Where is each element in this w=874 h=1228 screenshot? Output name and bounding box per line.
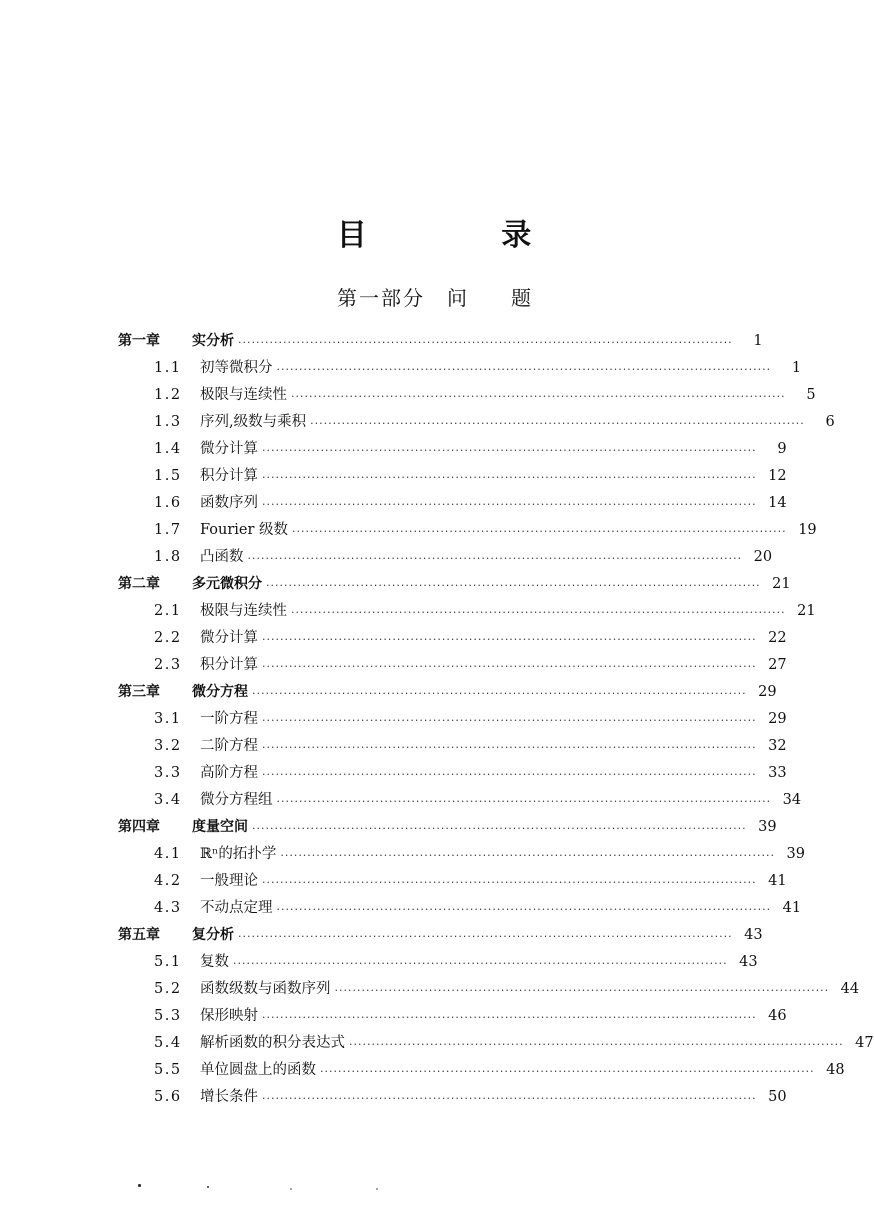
toc-section-row — [118, 972, 860, 999]
toc-entry-title: 函数序列 — [200, 495, 258, 511]
toc-section-row — [118, 405, 835, 432]
toc-entry-number: 4.3 — [154, 900, 182, 916]
dot-leader: ·············································································································· — [320, 1065, 815, 1078]
toc-entry-number: 1.7 — [154, 522, 182, 538]
toc-section-row — [118, 702, 787, 729]
toc-page-number: 43 — [744, 927, 763, 943]
dot-leader: ·············································································································· — [291, 606, 786, 619]
toc-chapter-row — [118, 918, 763, 945]
toc-section-row — [118, 864, 787, 891]
toc-page-number: 21 — [797, 603, 816, 619]
toc-entry-number: 1.2 — [154, 387, 182, 403]
page-title: 目 录 — [336, 218, 594, 253]
toc-page-number: 20 — [753, 549, 773, 565]
toc-page-number: 47 — [855, 1035, 874, 1051]
scan-specks — [0, 1182, 868, 1194]
toc-page-number: 21 — [772, 576, 791, 592]
toc-chapter-row — [118, 324, 763, 351]
part-title — [0, 282, 868, 311]
toc-page-number: 5 — [806, 387, 816, 403]
part-title-word-2: 题 — [511, 286, 531, 310]
toc-entry-title: 微分方程 — [192, 684, 248, 700]
dot-leader: ·············································································································· — [262, 660, 757, 673]
dot-leader: ·············································································································· — [266, 579, 761, 592]
toc-entry-number: 1.6 — [154, 495, 182, 511]
dot-leader: ·············································································································· — [310, 417, 805, 430]
dot-leader: ·············································································································· — [276, 795, 772, 808]
dot-leader: ·············································································································· — [262, 471, 757, 484]
toc-page-number: 1 — [753, 333, 763, 349]
dot-leader: ·············································································································· — [252, 687, 747, 700]
toc-entry-number: 2.1 — [154, 603, 182, 619]
toc-section-row — [118, 513, 817, 540]
toc-entry-title: 初等微积分 — [200, 360, 273, 376]
toc-page-number: 22 — [768, 630, 787, 646]
toc-entry-number: 1.4 — [154, 441, 182, 457]
dot-leader: ·············································································································· — [262, 633, 757, 646]
toc-section-row — [118, 621, 787, 648]
toc-entry-number: 1.3 — [154, 414, 182, 430]
toc-page-number: 27 — [768, 657, 787, 673]
dot-leader: ·············································································································· — [334, 984, 830, 997]
toc-section-row — [118, 756, 787, 783]
toc-page-number: 48 — [826, 1062, 845, 1078]
dot-leader: ·············································································································· — [291, 390, 786, 403]
toc-entry-number: 第五章 — [118, 927, 160, 943]
toc-section-row — [118, 648, 787, 675]
toc-entry-title: 实分析 — [192, 333, 234, 349]
toc-entry-number: 第二章 — [118, 576, 160, 592]
toc-page-number: 39 — [758, 819, 777, 835]
toc-entry-title: 微分计算 — [200, 630, 258, 646]
toc-entry-number: 3.2 — [154, 738, 182, 754]
toc-section-row — [118, 783, 802, 810]
dot-leader: ·············································································································· — [247, 552, 743, 565]
toc-entry-title: 凸函数 — [200, 549, 244, 565]
toc-entry-number: 4.1 — [154, 846, 182, 862]
toc-entry-title: 单位圆盘上的函数 — [200, 1062, 316, 1078]
toc-entry-number: 5.2 — [154, 981, 182, 997]
toc-entry-title: ℝⁿ的拓扑学 — [200, 846, 277, 862]
toc-section-row — [118, 351, 802, 378]
dot-leader: ·············································································································· — [262, 1011, 757, 1024]
toc-page-number: 43 — [739, 954, 758, 970]
toc-page-number: 9 — [777, 441, 787, 457]
toc-entry-number: 3.4 — [154, 792, 182, 808]
toc-entry-number: 3.1 — [154, 711, 182, 727]
toc-entry-title: 复分析 — [192, 927, 234, 943]
toc-entry-number: 3.3 — [154, 765, 182, 781]
toc-entry-number: 5.4 — [154, 1035, 182, 1051]
part-title-word-1: 问 — [447, 286, 467, 310]
toc-page-number: 44 — [840, 981, 860, 997]
toc-section-row — [118, 1026, 874, 1053]
toc-page-number: 41 — [768, 873, 787, 889]
toc-section-row — [118, 1053, 845, 1080]
toc-entry-number: 2.2 — [154, 630, 182, 646]
toc-page-number: 41 — [782, 900, 802, 916]
toc-page-number: 29 — [768, 711, 787, 727]
toc-entry-title: 二阶方程 — [200, 738, 258, 754]
toc-page-number: 34 — [782, 792, 802, 808]
toc-page-number: 19 — [798, 522, 817, 538]
toc-section-row — [118, 459, 787, 486]
dot-leader: ·············································································································· — [276, 903, 772, 916]
toc-entry-number: 4.2 — [154, 873, 182, 889]
toc-section-row — [118, 891, 802, 918]
toc-entry-title: Fourier 级数 — [200, 522, 289, 538]
toc-entry-title: 极限与连续性 — [200, 603, 287, 619]
toc-entry-number: 第一章 — [118, 333, 160, 349]
dot-leader: ·············································································································· — [233, 957, 728, 970]
toc-entry-title: 复数 — [200, 954, 229, 970]
dot-leader: ·············································································································· — [262, 444, 757, 457]
toc-entry-title: 一般理论 — [200, 873, 258, 889]
toc-page-number: 14 — [768, 495, 787, 511]
toc-section-row — [118, 540, 773, 567]
toc-entry-title: 度量空间 — [192, 819, 248, 835]
table-of-contents — [118, 324, 874, 1107]
toc-section-row — [118, 594, 816, 621]
toc-chapter-row — [118, 675, 777, 702]
dot-leader: ·············································································································· — [262, 741, 757, 754]
toc-entry-title: 不动点定理 — [200, 900, 273, 916]
toc-entry-number: 5.6 — [154, 1089, 182, 1105]
toc-entry-title: 保形映射 — [200, 1008, 258, 1024]
part-title-label: 第一部分 — [337, 286, 425, 310]
toc-page-number: 6 — [825, 414, 835, 430]
dot-leader: ·············································································································· — [262, 1092, 757, 1105]
toc-section-row — [118, 1080, 787, 1107]
dot-leader: ·············································································································· — [262, 498, 757, 511]
toc-section-row — [118, 945, 758, 972]
toc-section-row — [118, 999, 787, 1026]
toc-section-row — [118, 729, 787, 756]
toc-entry-title: 积分计算 — [200, 657, 258, 673]
dot-leader: ·············································································································· — [262, 768, 757, 781]
toc-chapter-row — [118, 810, 777, 837]
toc-entry-title: 解析函数的积分表达式 — [200, 1035, 345, 1051]
toc-entry-number: 第四章 — [118, 819, 160, 835]
dot-leader: ·············································································································· — [262, 876, 757, 889]
toc-section-row — [118, 837, 805, 864]
toc-entry-number: 第三章 — [118, 684, 160, 700]
toc-entry-title: 多元微积分 — [192, 576, 262, 592]
dot-leader: ·············································································································· — [262, 714, 757, 727]
toc-section-row — [118, 432, 787, 459]
dot-leader: ·············································································································· — [292, 525, 787, 538]
toc-entry-title: 微分计算 — [200, 441, 258, 457]
toc-page-number: 50 — [768, 1089, 787, 1105]
toc-entry-title: 一阶方程 — [200, 711, 258, 727]
toc-page-number: 12 — [768, 468, 787, 484]
toc-entry-number: 5.5 — [154, 1062, 182, 1078]
toc-chapter-row — [118, 567, 791, 594]
toc-entry-title: 序列,级数与乘积 — [200, 414, 307, 430]
toc-entry-number: 1.5 — [154, 468, 182, 484]
toc-section-row — [118, 378, 816, 405]
toc-page-number: 46 — [768, 1008, 787, 1024]
dot-leader: ·············································································································· — [276, 363, 772, 376]
toc-entry-title: 增长条件 — [200, 1089, 258, 1105]
toc-entry-title: 函数级数与函数序列 — [200, 981, 331, 997]
toc-page-number: 29 — [758, 684, 777, 700]
toc-entry-title: 极限与连续性 — [200, 387, 287, 403]
toc-page-number: 39 — [786, 846, 805, 862]
dot-leader: ·············································································································· — [252, 822, 747, 835]
toc-entry-title: 高阶方程 — [200, 765, 258, 781]
toc-entry-number: 2.3 — [154, 657, 182, 673]
toc-entry-number: 1.8 — [154, 549, 182, 565]
toc-page-number: 33 — [768, 765, 787, 781]
toc-entry-title: 积分计算 — [200, 468, 258, 484]
toc-page-number: 32 — [768, 738, 787, 754]
toc-entry-number: 1.1 — [154, 360, 182, 376]
toc-section-row — [118, 486, 787, 513]
toc-entry-title: 微分方程组 — [200, 792, 273, 808]
toc-entry-number: 5.1 — [154, 954, 182, 970]
dot-leader: ·············································································································· — [238, 930, 733, 943]
dot-leader: ·············································································································· — [280, 849, 775, 862]
toc-entry-number: 5.3 — [154, 1008, 182, 1024]
dot-leader: ·············································································································· — [238, 336, 733, 349]
toc-page-number: 1 — [791, 360, 802, 376]
dot-leader: ·············································································································· — [349, 1038, 844, 1051]
